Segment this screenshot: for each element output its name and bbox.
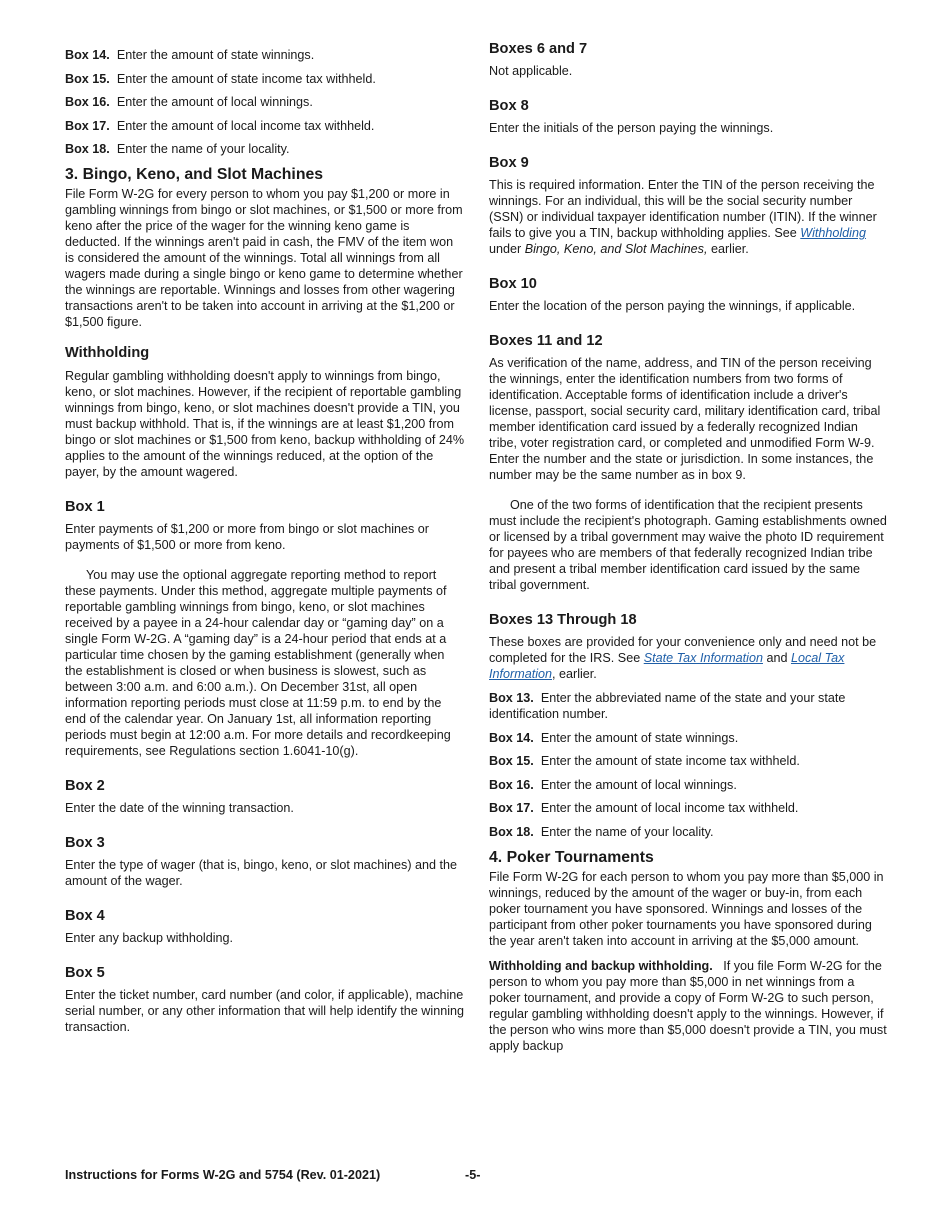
box-line: Box 15. Enter the amount of state income tax withheld. — [489, 754, 800, 768]
box3-title: Box 3 — [65, 834, 105, 851]
withholding-link[interactable]: Withholding — [800, 226, 866, 240]
state-tax-info-link[interactable]: State Tax Information — [643, 651, 763, 665]
box-line: Box 18. Enter the name of your locality. — [65, 142, 290, 156]
box1-p1: Enter payments of $1,200 or more from bingo or slot machines or payments of $1,500 or more from keno. — [65, 521, 429, 552]
box-line: Box 15. Enter the amount of state income tax withheld. — [65, 71, 376, 86]
box-line: Box 17. Enter the amount of local income tax withheld. — [489, 801, 799, 815]
box8-title: Box 8 — [489, 98, 529, 114]
footer-title: Instructions for Forms W-2G and 5754 (Rev. 01-2021) — [65, 1168, 381, 1182]
box-line: Box 13. Enter the abbreviated name of the state and your state identification number. — [489, 691, 846, 721]
box9-body: This is required information. Enter the TIN of the person receiving the winnings. For an individual, this will be the social security number (SSN) or individual taxpayer identification number (ITIN). If the winner fails to give you a TIN, backup withholding applies. See Withholding under Bingo, Keno, and Slot Machines, earlier. — [489, 178, 877, 256]
box-line: Box 14. Enter the amount of state winnings. — [489, 730, 739, 745]
box3-body: Enter the type of wager (that is, bingo, keno, or slot machines) and the amount of the wager. — [65, 857, 458, 888]
box1-title: Box 1 — [65, 498, 105, 515]
box-line: Box 18. Enter the name of your locality. — [489, 824, 714, 839]
box1112-p1: As verification of the name, address, and TIN of the person receiving the winnings, enter the identification numbers from two forms of identification. Acceptable forms of identification include a driver's license, passport, social security card, military identification card, tribal member identification card issued by a federally recognized Indian tribe, voter registration card, or completed and unmodified Form W-9. Enter the number and the state or jurisdiction. In some instances, the number may be the same number as in box 9. — [489, 356, 881, 482]
box1112-title: Boxes 11 and 12 — [489, 333, 603, 349]
withholding-title: Withholding — [65, 344, 150, 361]
local-tax-info-link[interactable]: Local Tax Information — [489, 651, 845, 681]
section4-body: File Form W-2G for each person to whom you pay more than $5,000 in winnings, reduced by the amount of the wager or buy-in, from each poker tournament you have sponsored. Winnings and losses of the participant from other poker tournaments you have sponsored during the year aren't taken into account in arriving at the $5,000 amount. — [489, 869, 884, 948]
box1112-p2: One of the two forms of identification that the recipient presents must include the recipient's photograph. Gaming establishments owned or licensed by a tribal government may waive the photo ID requirement for payees who are members of that federally recognized Indian tribe and present a tribal member identification card issued by the same tribal government. — [489, 498, 887, 592]
right-column — [489, 40, 889, 1054]
withholding-body: Regular gambling withholding doesn't apply to winnings from bingo, keno, or slot machines. However, if the recipient of reportable gambling winnings from bingo, keno, or slot machines doesn't provide a TIN, you must backup withhold. That is, if the winnings are at least $1,200 from bingo or slot machines or $1,500 from keno, backup withholding of 24% applies to the amount of the winnings reduced, at the option of the payer, by the amount wagered. — [65, 368, 465, 479]
box4-title: Box 4 — [65, 907, 105, 924]
section4-title: 4. Poker Tournaments — [489, 848, 654, 866]
box1318-title: Boxes 13 Through 18 — [489, 612, 637, 628]
section3-body: File Form W-2G for every person to whom you pay $1,200 or more in gambling winnings from bingo or slot machines, or $1,500 or more from keno after the price of the wager for the winning keno game is deducted. If the winnings aren't paid in cash, the FMV of the item won is considered the amount of the winnings. Total all winnings from all wagers made during a single bingo or keno game to determine whether the winnings are reportable. Winnings and losses from other wagering transactions aren't to be taken into account in arriving at the $1,200 or $1,500 figure. — [65, 186, 463, 329]
box2-body: Enter the date of the winning transaction. — [65, 800, 294, 815]
box67-body: Not applicable. — [489, 64, 573, 78]
box-lines-right — [489, 690, 889, 840]
box10-body: Enter the location of the person paying the winnings, if applicable. — [489, 299, 856, 313]
box2-title: Box 2 — [65, 777, 105, 794]
box-line: Box 16. Enter the amount of local winnings. — [65, 95, 313, 109]
box-lines-top — [65, 47, 465, 157]
section3-title: 3. Bingo, Keno, and Slot Machines — [65, 165, 324, 183]
box10-title: Box 10 — [489, 276, 537, 292]
box9-title: Box 9 — [489, 155, 529, 171]
left-column — [65, 40, 465, 1035]
box8-body: Enter the initials of the person paying the winnings. — [489, 121, 774, 135]
box1-p2: You may use the optional aggregate reporting method to report these payments. Under this method, aggregate multiple payments of reportable gambling winnings from bingo, keno, or slot machines received by a payee in a 24-hour calendar day or “gaming day” on a single Form W-2G. A “gaming day” is a 24-hour period that ends at a particular time chosen by the gaming establishment (generally when the establishment is closed or when business is slowest, such as between 3:00 a.m. and 6:00 a.m.). On December 31st, all open information reporting periods must close at 11:59 p.m. to end by the end of the calendar year. On January 1st, all information reporting periods must begin at 12:00 a.m. For more details and recordkeeping requirements, see Regulations section 1.6041-10(g). — [65, 567, 451, 758]
box5-body: Enter the ticket number, card number (and color, if applicable), machine serial number, or any other information that will help identify the winning transaction. — [65, 987, 465, 1034]
backup-withholding-paragraph: Withholding and backup withholding. If you file Form W-2G for the person to whom you pay more than $5,000 in net winnings from a poker tournament, and provide a copy of Form W-2G to such person, regular gambling withholding doesn't apply to the winnings. However, if the person who wins more than $5,000 doesn't provide a TIN, you must apply backup — [489, 958, 887, 1053]
page-number: -5- — [465, 1168, 481, 1182]
box-line: Box 16. Enter the amount of local winnings. — [489, 777, 737, 792]
box1318-body: These boxes are provided for your convenience only and need not be completed for the IRS. See State Tax Information and Local Tax Information, earlier. — [489, 635, 877, 681]
box4-body: Enter any backup withholding. — [65, 930, 234, 945]
box5-title: Box 5 — [65, 964, 105, 981]
box-line: Box 17. Enter the amount of local income tax withheld. — [65, 118, 375, 133]
box67-title: Boxes 6 and 7 — [489, 41, 588, 57]
box-line: Box 14. Enter the amount of state winnings. — [65, 48, 315, 62]
